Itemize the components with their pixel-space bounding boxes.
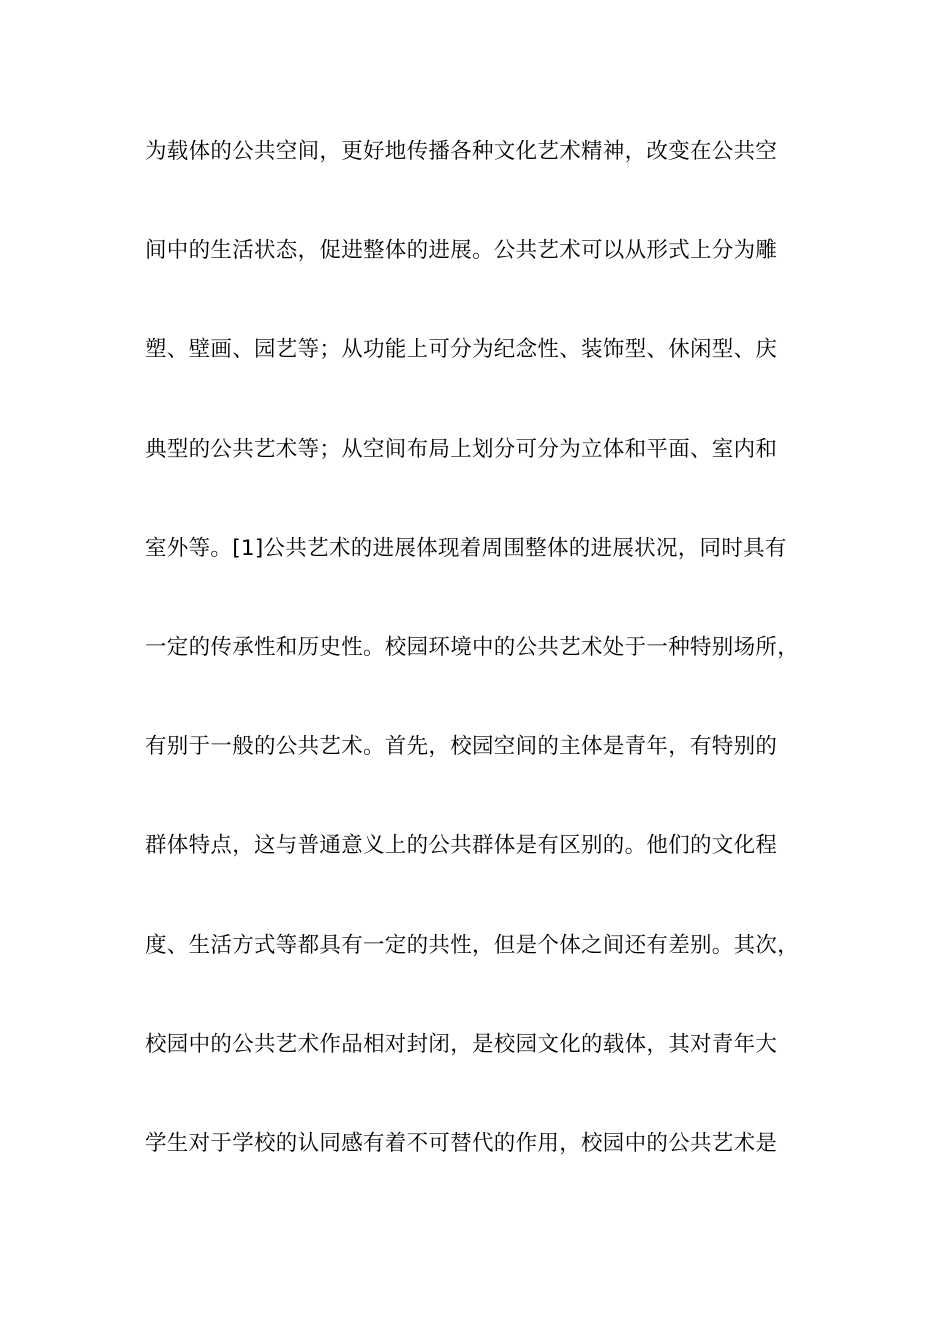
text-line-10: 校园中的公共艺术作品相对封闭，是校园文化的载体，其对青年大 <box>145 1031 778 1057</box>
text-line-3: 塑、壁画、园艺等；从功能上可分为纪念性、装饰型、休闲型、庆 <box>145 337 778 363</box>
text-line-8: 群体特点，这与普通意义上的公共群体是有区别的。他们的文化程 <box>145 833 778 859</box>
body-text <box>145 130 825 1221</box>
text-line-7: 有别于一般的公共艺术。首先，校园空间的主体是青年，有特别的 <box>145 734 778 760</box>
text-line-5: 室外等。[1]公共艺术的进展体现着周围整体的进展状况，同时具有 <box>145 535 787 561</box>
text-line-4: 典型的公共艺术等；从空间布局上划分可分为立体和平面、室内和 <box>145 436 778 462</box>
text-line-1: 为载体的公共空间，更好地传播各种文化艺术精神，改变在公共空 <box>145 139 778 164</box>
text-line-9: 度、生活方式等都具有一定的共性，但是个体之间还有差别。其次， <box>145 932 800 958</box>
text-line-11: 学生对于学校的认同感有着不可替代的作用，校园中的公共艺术是 <box>145 1130 778 1156</box>
text-line-6: 一定的传承性和历史性。校园环境中的公共艺术处于一种特别场所， <box>145 634 800 660</box>
text-line-2: 间中的生活状态，促进整体的进展。公共艺术可以从形式上分为雕 <box>145 238 778 264</box>
